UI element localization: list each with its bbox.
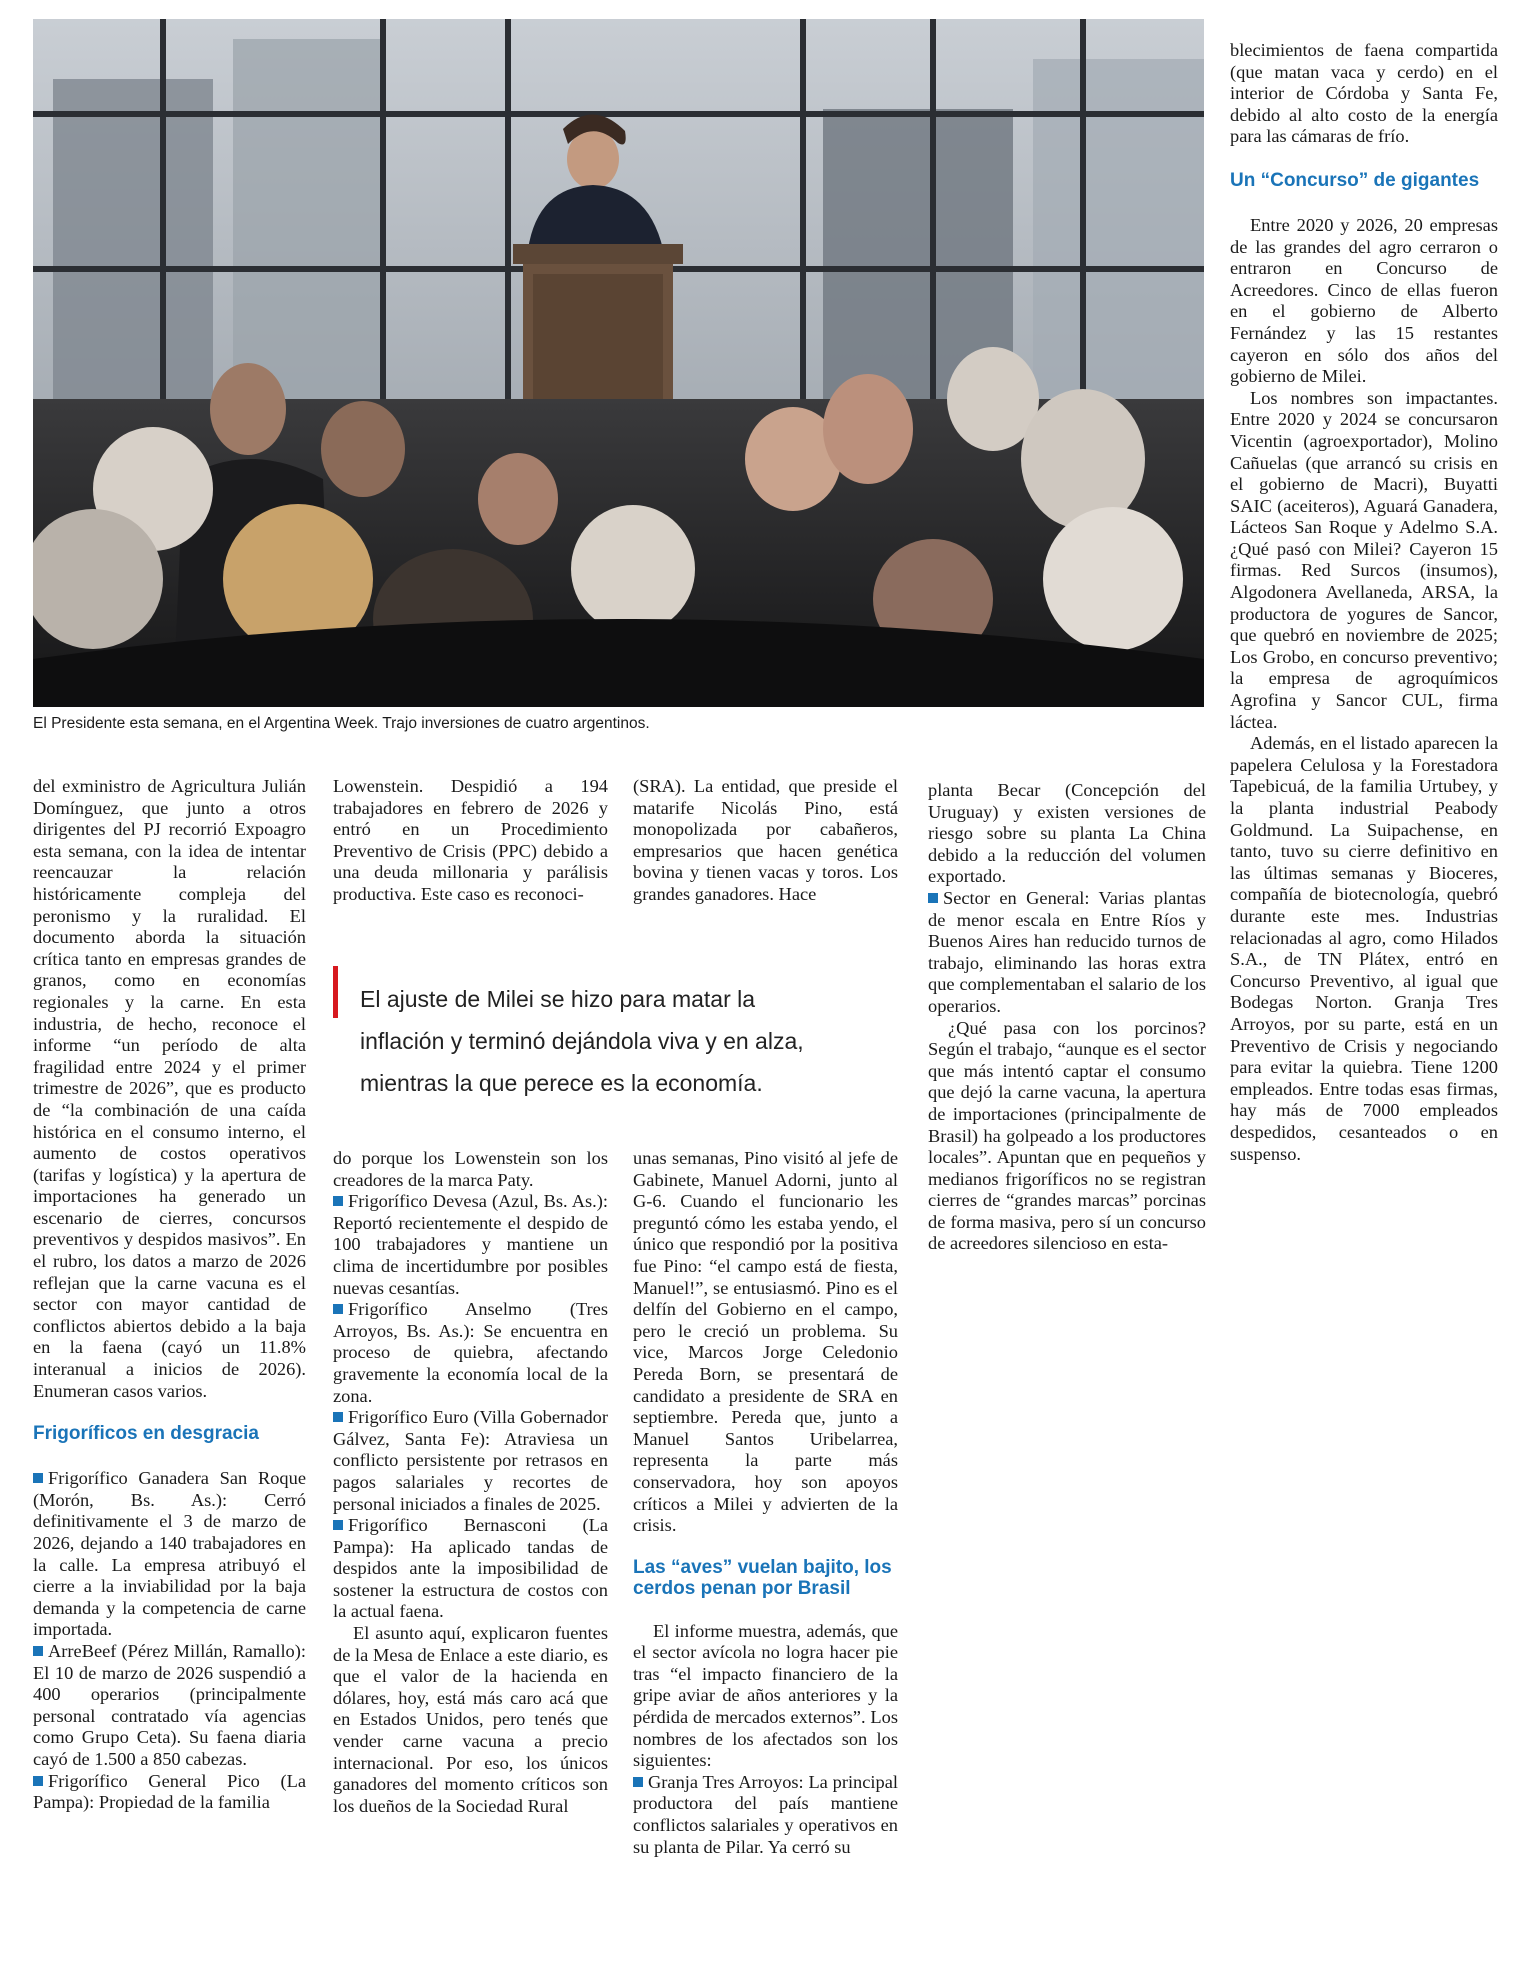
body-paragraph: Lowenstein. Despidió a 194 trabajadores en febrero de 2026 y entró en un Procedimiento Preventivo de Crisis (PPC) debido a una deuda millonaria y parálisis productiva. Este caso es reconoci- [333,776,608,904]
list-item [33,1468,306,1641]
body-paragraph: do porque los Lowenstein son los creadores de la marca Paty. [333,1148,608,1190]
column-4 [928,780,1206,1255]
list-item [333,1407,608,1515]
body-paragraph: El asunto aquí, explicaron fuentes de la Mesa de Enlace a este diario, es que el valor de la hacienda en dólares, hoy, está más caro acá que en Estados Unidos, pero tenés que vender carne vacuna a precio internacional. Por eso, los únicos ganadores del momento críticos son los dueños de la Sociedad Rural [333,1623,608,1816]
column-1 [33,776,306,1814]
pull-quote-line-1: El ajuste de Milei se hizo para matar la [360,986,756,1012]
bullet-square-icon [928,893,938,903]
list-item-text: Frigorífico General Pico (La Pampa): Propiedad de la familia [33,1770,306,1813]
list-item-text: Frigorífico Devesa (Azul, Bs. As.): Reportó recientemente el despido de 100 trabajadores y mantiene un clima de incertidumbre por posibles nuevas cesantías. [333,1191,608,1298]
column-2-bottom [333,1148,608,1817]
list-item-text: Granja Tres Arroyos: La principal productora del país mantiene conflictos salariales y operativos en su planta de Pilar. Ya cerró su [633,1771,898,1857]
body-paragraph: blecimientos de faena compartida (que matan vaca y cerdo) en el interior de Córdoba y Santa Fe, debido al alto costo de la energía para las cámaras de frío. [1230,40,1498,147]
list-item [33,1641,306,1771]
photo-illustration [33,19,1204,707]
body-paragraph: Además, en el listado aparecen la papelera Celulosa y la Forestadora Tapebicuá, de la familia Urtubey, y la planta industrial Peabody Goldmund. La Suipachense, en tanto, tuvo su cierre definitivo en las últimas semanas y Bioceres, compañía de biotecnología, quebró durante este mes. Industrias relacionadas al agro, como Hilados S.A., de TN Plátex, entró en Concurso Preventivo, al igual que Bodegas Norton. Granja Tres Arroyos, por su parte, está en un Preventivo de Crisis y negociando para evitar la quiebra. Tiene 1200 empleados. Entre todas esas firmas, hay más de 7000 empleados despedidos, cesanteados o en suspenso. [1230,733,1498,1164]
column-3-bottom [633,1148,898,1858]
body-paragraph: (SRA). La entidad, que preside el matarife Nicolás Pino, está monopolizada por cabañeros, empresarios que hacen genética bovina y tienen vacas y toros. Los grandes ganadores. Hace [633,776,898,904]
pull-quote-line-2: inflación y terminó dejándola viva y en alza, [360,1028,804,1054]
body-paragraph: planta Becar (Concepción del Uruguay) y existen versiones de riesgo sobre su planta La China debido a la reducción del volumen exportado. [928,780,1206,887]
section-heading: Las “aves” vuelan bajito, los cerdos penan por Brasil [633,1556,892,1599]
list-item-text: Sector en General: Varias plantas de menor escala en Entre Ríos y Buenos Aires han reducido turnos de trabajo, eliminando las horas extra que complementaban el salario de los operarios. [928,887,1206,1016]
bullet-square-icon [333,1304,343,1314]
list-item [33,1771,306,1814]
bullet-square-icon [33,1473,43,1483]
body-paragraph: El informe muestra, además, que el sector avícola no logra hacer pie tras “el impacto financiero de la gripe aviar de años anteriores y la pérdida de mercados externos”. Los nombres de los afectados son los siguientes: [633,1620,898,1771]
bullet-square-icon [33,1776,43,1786]
list-item-text: Frigorífico Bernasconi (La Pampa): Ha aplicado tandas de despidos ante la imposibilidad de sostener la estructura de costos con la actual faena. [333,1515,608,1622]
list-item-text: Frigorífico Ganadera San Roque (Morón, Bs. As.): Cerró definitivamente el 3 de marzo de 2026, dejando a 140 trabajadores en la calle. La empresa atribuyó el cierre a la inviabilidad por la baja demanda y la competencia de carne importada. [33,1468,306,1640]
list-item-text: ArreBeef (Pérez Millán, Ramallo): El 10 de marzo de 2026 suspendió a 400 operarios (principalmente personal contratado vía agencias como Grupo Ceta). Su faena diaria cayó de 1.500 a 850 cabezas. [33,1640,306,1769]
section-heading: Frigoríficos en desgracia [33,1423,259,1445]
photo-caption: El Presidente esta semana, en el Argentina Week. Trajo inversiones de cuatro argentinos. [33,715,650,732]
list-item-text: Frigorífico Anselmo (Tres Arroyos, Bs. As.): Se encuentra en proceso de quiebra, afectando gravemente la economía local de la zona. [333,1299,608,1406]
list-item [633,1772,898,1858]
bullet-square-icon [633,1777,643,1787]
list-item [333,1191,608,1299]
column-2-top [333,776,608,906]
list-item [333,1515,608,1623]
pull-quote-bar [333,966,338,1018]
body-paragraph: unas semanas, Pino visitó al jefe de Gabinete, Manuel Adorni, junto al G-6. Cuando el funcionario les preguntó cómo les estaba yendo, el único que respondió por la positiva fue Pino: “el campo está de fiesta, Manuel!”, se entusiasmó. Pino es el delfín del Gobierno en el campo, pero le creció un problema. Su vice, Marcos Jorge Celedonio Pereda Born, se presentará de candidato a presidente de SRA en septiembre. Pereda que, junto a Manuel Santos Uribelarrea, representa la parte más conservadora, hoy son apoyos críticos a Milei y advierten de la crisis. [633,1148,898,1536]
list-item-text: Frigorífico Euro (Villa Gobernador Gálvez, Santa Fe): Atraviesa un conflicto persistente por retrasos en pagos salariales y recortes de personal iniciados a finales de 2025. [333,1407,608,1514]
list-item [333,1299,608,1407]
body-paragraph: Los nombres son impactantes. Entre 2020 y 2024 se concursaron Vicentin (agroexportador), Molino Cañuelas (que arrancó su crisis en el gobierno de Macri), Buyatti SAIC (aceiteros), Aguará Ganadera, Lácteos San Roque y Adelmo S.A. ¿Qué pasó con Milei? Cayeron 15 firmas. Red Surcos (insumos), Algodonera Avellaneda, ARSA, la productora de yogures de Sancor, que quebró en noviembre de 2025; Los Grobo, en concurso preventivo; la empresa de agroquímicos Agrofina y Sancor CUL, firma láctea. [1230,387,1498,732]
section-heading: Un “Concurso” de gigantes [1230,169,1480,191]
pull-quote-line-3: mientras la que perece es la economía. [360,1070,763,1096]
body-paragraph: Entre 2020 y 2026, 20 empresas de las grandes del agro cerraron o entraron en Concurso de Acreedores. Cinco de ellas fueron en el gobierno de Alberto Fernández y las 15 restantes cayeron en sólo dos años del gobierno de Milei. [1230,214,1498,387]
bullet-square-icon [333,1412,343,1422]
bullet-square-icon [33,1646,43,1656]
column-3-top [633,776,898,906]
article-photo [33,19,1204,707]
column-5 [1230,40,1498,1165]
bullet-square-icon [333,1196,343,1206]
bullet-square-icon [333,1520,343,1530]
body-paragraph: del exministro de Agricultura Julián Domínguez, que junto a otros dirigentes del PJ recorrió Expoagro esta semana, con la idea de intentar reencauzar la relación históricamente compleja del peronismo y la ruralidad. El documento aborda la situación crítica tanto en empresas grandes de granos, como en economías regionales y la carne. En esta industria, de hecho, reconoce el informe “un período de alta fragilidad entre 2024 y el primer trimestre de 2026”, que es producto de “la combinación de una caída histórica en el consumo interno, el aumento de costos operativos (tarifas y logística) y la apertura de importaciones ha generado un escenario de cierres, concursos preventivos y despidos masivos”. En el rubro, los datos a marzo de 2026 reflejan que la carne vacuna es el sector con mayor cantidad de conflictos abiertos debido a la baja en la faena (cayó un 11.8% interanual a inicios de 2026). Enumeran casos varios. [33,776,306,1401]
list-item [928,888,1206,1018]
body-paragraph: ¿Qué pasa con los porcinos? Según el trabajo, “aunque es el sector que más intentó captar el consumo que dejó la carne vacuna, la apertura de importaciones (principalmente de Brasil) ha golpeado a los productores locales”. Apuntan que en pequeños y medianos frigoríficos no se registran cierres de “grandes marcas” porcinas de forma masiva, pero sí un concurso de acreedores silencioso en esta- [928,1017,1206,1254]
